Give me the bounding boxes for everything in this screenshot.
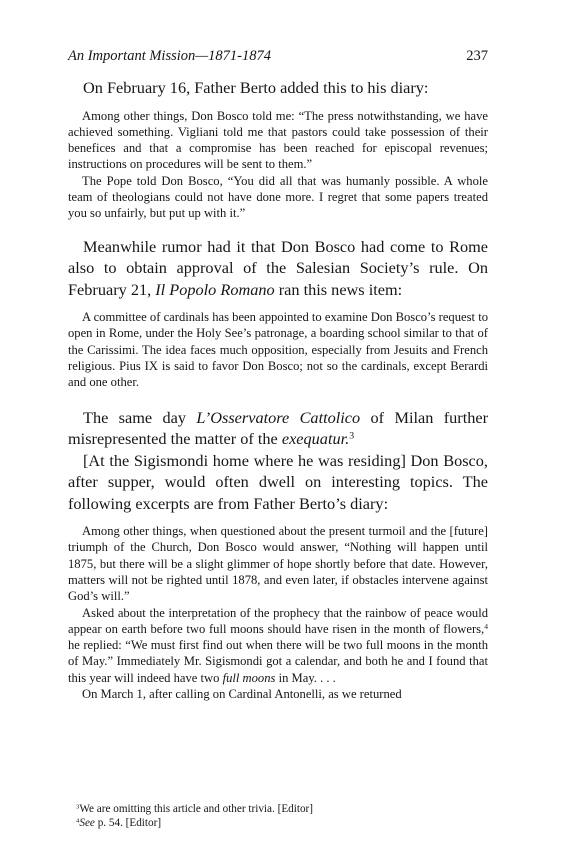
page-body xyxy=(68,77,488,702)
text-run: of Milan further misrepresented the matter of the xyxy=(68,407,489,449)
body-paragraph xyxy=(68,236,488,301)
footnote-reference: 3 xyxy=(349,430,355,442)
newspaper-title: L’Osservatore Cattolico xyxy=(196,407,361,427)
footnote-4 xyxy=(76,817,486,831)
italic-phrase: full moons xyxy=(222,670,276,685)
diary-quote-paragraph: Among other things, when questioned about the present turmoil and the [future] triumph of the Church, Don Bosco would answer, “Nothing will happen until 1875, but there will be a slight glimmer of hope shortly before that date. However, matters will not be righted until 1878, and even later, if obstacles intervene against God’s will.” xyxy=(68,524,488,604)
footnote-mark: 3 xyxy=(76,803,80,811)
footnote-3 xyxy=(76,803,486,817)
running-header xyxy=(68,48,488,70)
page-number: 237 xyxy=(466,48,488,64)
diary-quote-paragraph: On March 1, after calling on Cardinal Antonelli, as we returned xyxy=(82,687,402,702)
text-run: he replied: “We must first find out when there will be two full moons in the month of May.” Immediately Mr. Sigismondi got a calendar, and both he and I found that this year will indeed have two xyxy=(68,638,488,685)
diary-quote-paragraph: The Pope told Don Bosco, “You did all that was humanly possible. A whole team of theologians could not have done more. I regret that some papers treated you so unfairly, but put up with it.” xyxy=(68,173,488,221)
body-paragraph: [At the Sigismondi home where he was residing] Don Bosco, after supper, would often dwell on interesting topics. The following excerpts are from Father Berto’s diary: xyxy=(68,450,488,513)
text-run: The same day xyxy=(83,407,197,427)
diary-quote-paragraph xyxy=(68,605,488,686)
footnote-reference: 4 xyxy=(484,621,488,631)
footnote-text: p. 54. [Editor] xyxy=(94,816,162,829)
footnotes xyxy=(76,803,486,830)
footnote-text: We are omitting this article and other trivia. [Editor] xyxy=(79,803,314,815)
running-title: An Important Mission—1871-1874 xyxy=(68,48,271,64)
footnote-italic: See xyxy=(79,816,95,829)
text-run: Meanwhile rumor had it that Don Bosco had come to Rome also to obtain approval of the Salesian Society’s rule. On February 21, xyxy=(68,236,488,299)
text-run: ran this news item: xyxy=(274,279,403,299)
diary-quote-paragraph: Among other things, Don Bosco told me: “The press notwithstanding, we have achieved something. Vigliani told me that pastors could take possession of their benefices and that a compromise has been reached for episcopal revenues; instructions on procedures will be sent to them.” xyxy=(68,108,488,172)
italic-term: exequatur. xyxy=(281,429,350,449)
footnote-mark: 4 xyxy=(76,816,80,824)
newspaper-title: Il Popolo Romano xyxy=(155,279,275,299)
body-paragraph xyxy=(68,407,488,450)
news-item-quote: A committee of cardinals has been appointed to examine Don Bosco’s request to open in Rome, under the Holy See’s patronage, a boarding school similar to that of the Carissimi. The idea faces much opposition, especially from Jesuits and French religious. Pius IX is said to favor Don Bosco; not so the cardinals, except Berardi and one other. xyxy=(68,310,488,390)
text-run: Asked about the interpretation of the prophecy that the rainbow of peace would appear on earth before two full moons should have risen in the month of flowers, xyxy=(68,605,488,636)
text-run: in May. . . . xyxy=(275,670,336,685)
intro-paragraph: On February 16, Father Berto added this to his diary: xyxy=(83,78,429,97)
